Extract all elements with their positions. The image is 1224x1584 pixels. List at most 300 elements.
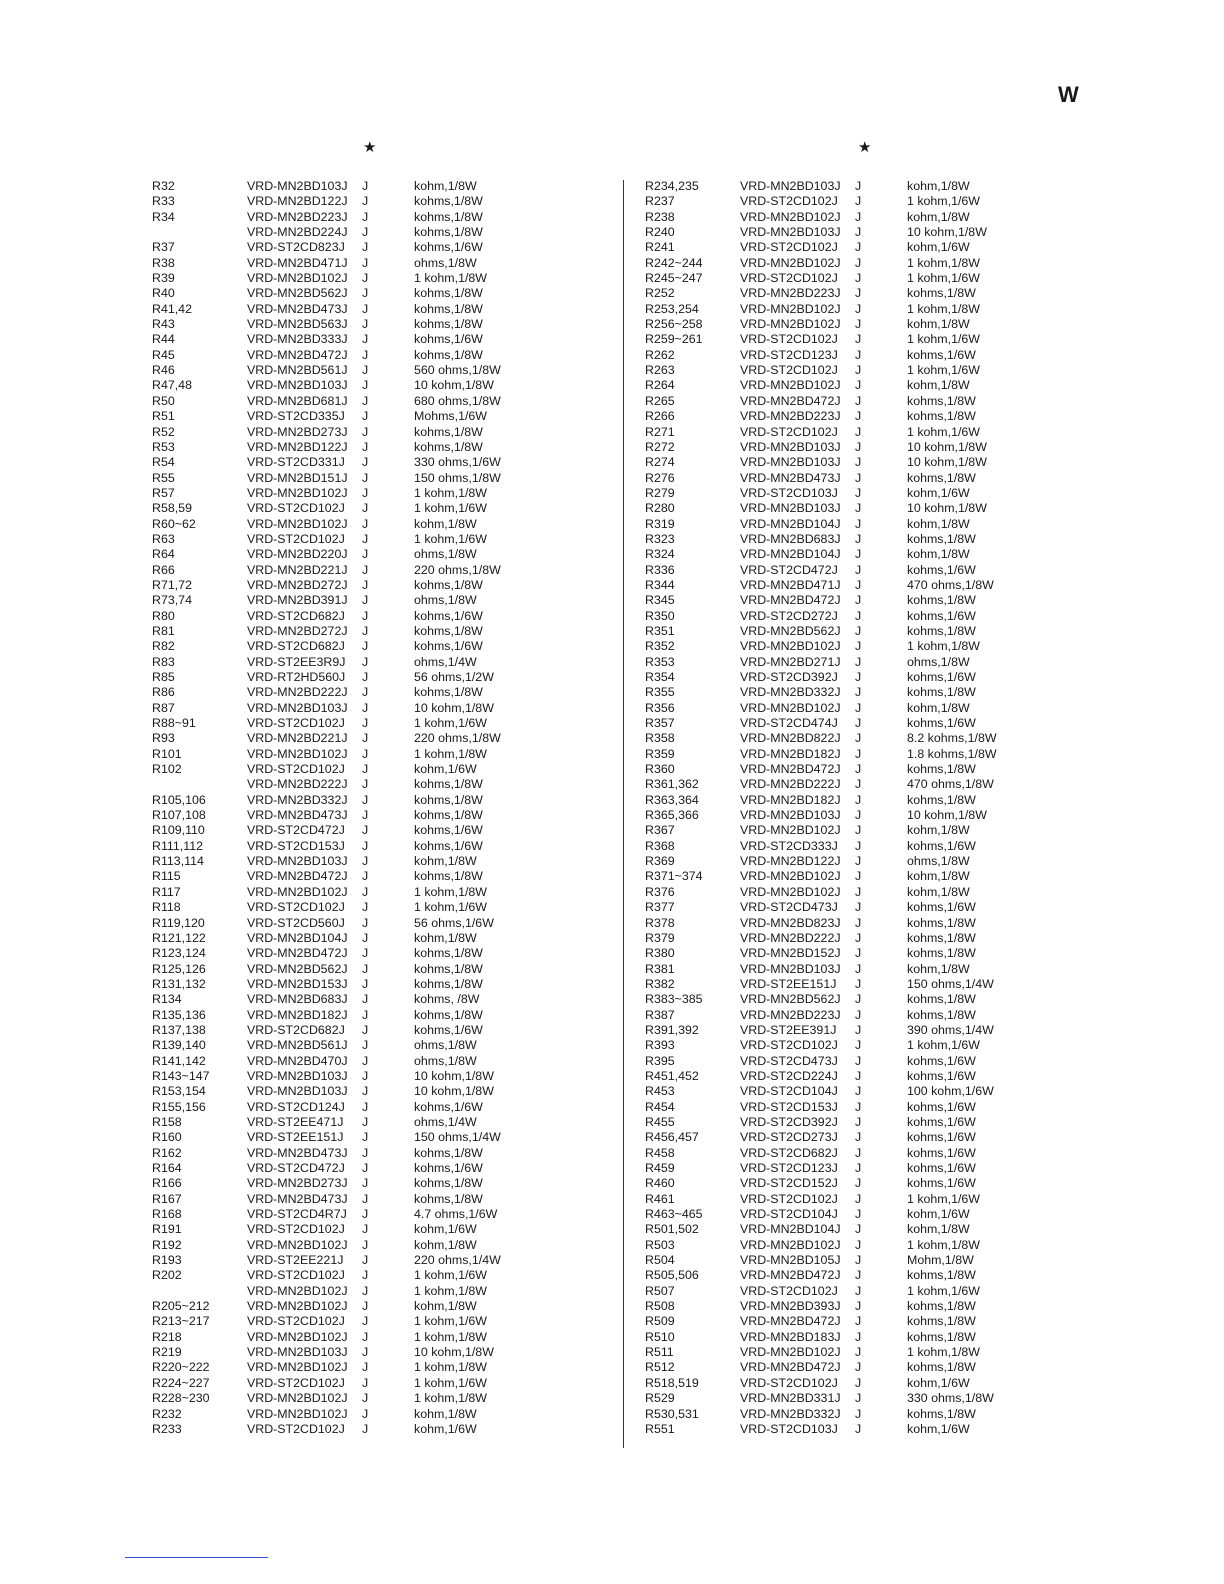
description: 56 ohms,1/2W <box>414 670 494 684</box>
tolerance: J <box>362 1038 369 1053</box>
part-number: VRD-MN2BD103J <box>247 1084 348 1099</box>
tolerance: J <box>855 1253 862 1268</box>
ref-designator: R219 <box>152 1345 182 1360</box>
part-number: VRD-ST2EE151J <box>740 976 837 991</box>
ref-designator: R351 <box>645 623 675 638</box>
table-row <box>645 409 1017 424</box>
ref-designator: R259~261 <box>645 332 703 347</box>
tolerance: J <box>855 1145 862 1160</box>
tolerance: J <box>362 1161 369 1175</box>
description: kohms,1/8W <box>414 424 483 439</box>
tolerance: J <box>362 531 369 546</box>
table-row <box>152 854 524 869</box>
ref-designator: R242~244 <box>645 255 703 270</box>
table-row <box>152 900 524 915</box>
tolerance: J <box>855 317 862 332</box>
tolerance: J <box>855 1053 862 1068</box>
ref-designator: R363,364 <box>645 792 699 807</box>
tolerance: J <box>362 1068 369 1083</box>
table-row <box>645 1360 1017 1375</box>
ref-designator: R58,59 <box>152 501 192 516</box>
table-row <box>152 271 524 286</box>
table-row <box>645 685 1017 700</box>
part-number: VRD-ST2CD102J <box>740 194 838 209</box>
description: kohm,1/8W <box>414 179 477 193</box>
ref-designator: R37 <box>152 240 175 255</box>
table-row <box>152 1038 524 1053</box>
ref-designator: R51 <box>152 409 175 424</box>
table-row <box>152 1360 524 1375</box>
ref-designator: R38 <box>152 255 175 270</box>
table-row <box>645 240 1017 255</box>
description: kohms,1/8W <box>907 1007 976 1022</box>
description: ohms,1/8W <box>414 593 477 608</box>
part-number: VRD-MN2BD222J <box>247 777 348 792</box>
description: 220 ohms,1/8W <box>414 562 501 577</box>
ref-designator: R55 <box>152 470 175 485</box>
page-corner-mark: W <box>1058 82 1079 107</box>
tolerance: J <box>855 654 862 669</box>
description: kohms,1/8W <box>414 1191 483 1206</box>
part-number: VRD-ST2CD102J <box>740 240 838 255</box>
tolerance: J <box>362 838 369 853</box>
description: 1 kohm,1/8W <box>414 271 487 286</box>
tolerance: J <box>362 393 369 408</box>
table-row <box>645 869 1017 884</box>
ref-designator: R357 <box>645 716 675 731</box>
part-number: VRD-MN2BD222J <box>740 930 841 945</box>
part-number: VRD-ST2EE471J <box>247 1114 344 1129</box>
ref-designator: R202 <box>152 1268 182 1283</box>
ref-designator: R378 <box>645 915 675 930</box>
tolerance: J <box>855 961 862 976</box>
ref-designator: R381 <box>645 961 675 976</box>
tolerance: J <box>855 225 862 240</box>
tolerance: J <box>855 1084 862 1099</box>
part-number: VRD-MN2BD103J <box>740 179 841 193</box>
table-row <box>152 977 524 992</box>
description: kohms,1/6W <box>907 1068 976 1083</box>
tolerance: J <box>362 1022 369 1037</box>
part-number: VRD-MN2BD562J <box>247 961 348 976</box>
table-row <box>152 1268 524 1283</box>
tolerance: J <box>362 317 369 332</box>
table-row <box>645 1069 1017 1084</box>
table-row <box>645 286 1017 301</box>
table-row <box>152 517 524 532</box>
table-row <box>645 471 1017 486</box>
description: ohms,1/4W <box>414 654 477 669</box>
description: kohms,1/6W <box>907 1130 976 1145</box>
part-number: VRD-MN2BD273J <box>247 424 348 439</box>
ref-designator: R105,106 <box>152 792 206 807</box>
part-number: VRD-MN2BD103J <box>740 439 841 454</box>
ref-designator: R164 <box>152 1161 182 1175</box>
ref-designator <box>152 225 247 240</box>
part-number: VRD-MN2BD683J <box>740 531 841 546</box>
table-row <box>152 1299 524 1314</box>
part-number: VRD-ST2CD102J <box>247 1222 345 1237</box>
description: 1 kohm,1/6W <box>414 1314 487 1329</box>
tolerance: J <box>362 1406 369 1421</box>
description: 8.2 kohms,1/8W <box>907 731 997 746</box>
tolerance: J <box>855 1007 862 1022</box>
ref-designator: R241 <box>645 240 675 255</box>
ref-designator: R88~91 <box>152 716 196 731</box>
tolerance: J <box>362 332 369 347</box>
tolerance: J <box>855 1283 862 1298</box>
tolerance: J <box>855 501 862 516</box>
table-row <box>645 1222 1017 1237</box>
tolerance: J <box>362 884 369 899</box>
table-row <box>645 624 1017 639</box>
ref-designator: R160 <box>152 1130 182 1145</box>
ref-designator: R319 <box>645 516 675 531</box>
ref-designator: R113,114 <box>152 854 204 869</box>
ref-designator: R463~465 <box>645 1207 703 1222</box>
description: 10 kohm,1/8W <box>907 501 987 516</box>
description: kohm,1/8W <box>907 317 970 332</box>
table-row <box>645 1176 1017 1191</box>
part-number: VRD-ST2CD124J <box>247 1099 345 1114</box>
tolerance: J <box>362 1299 369 1314</box>
description: ohms,1/8W <box>414 1038 477 1053</box>
part-number: VRD-MN2BD391J <box>247 593 348 608</box>
parts-table-left <box>152 179 524 1437</box>
tolerance: J <box>855 1114 862 1129</box>
ref-designator: R123,124 <box>152 946 206 961</box>
table-row <box>645 808 1017 823</box>
part-number: VRD-ST2CD333J <box>740 838 838 853</box>
tolerance: J <box>362 1360 369 1375</box>
description: ohms,1/8W <box>907 854 970 869</box>
description: 1 kohm,1/6W <box>907 332 980 347</box>
ref-designator: R376 <box>645 884 675 899</box>
ref-designator: R451,452 <box>645 1068 699 1083</box>
ref-designator: R155,156 <box>152 1099 206 1114</box>
description: kohms,1/8W <box>907 1314 976 1329</box>
table-row <box>152 885 524 900</box>
description: ohms,1/8W <box>414 255 477 270</box>
description: kohm,1/8W <box>907 547 970 562</box>
tolerance: J <box>855 593 862 608</box>
table-row <box>152 302 524 317</box>
part-number: VRD-MN2BD562J <box>247 286 348 301</box>
description: Mohms,1/6W <box>414 409 487 424</box>
table-row <box>645 670 1017 685</box>
description: kohms,1/8W <box>414 1007 483 1022</box>
description: kohms,1/8W <box>414 577 483 592</box>
part-number: VRD-ST2CD472J <box>247 1161 345 1175</box>
description: 1 kohm,1/6W <box>414 531 487 546</box>
tolerance: J <box>855 1161 862 1175</box>
ref-designator: R510 <box>645 1329 675 1344</box>
table-row <box>152 1376 524 1391</box>
ref-designator: R205~212 <box>152 1299 210 1314</box>
part-number: VRD-MN2BD102J <box>247 271 348 286</box>
description: 10 kohm,1/8W <box>907 455 987 470</box>
description: 150 ohms,1/8W <box>414 470 501 485</box>
description: kohms,1/8W <box>414 209 483 224</box>
ref-designator: R34 <box>152 209 175 224</box>
description: kohm,1/6W <box>907 1375 970 1390</box>
tolerance: J <box>855 547 862 562</box>
part-number: VRD-ST2CD472J <box>740 562 838 577</box>
part-number: VRD-MN2BD182J <box>740 746 841 761</box>
description: kohms,1/6W <box>907 562 976 577</box>
tolerance: J <box>362 1268 369 1283</box>
tolerance: J <box>362 485 369 500</box>
description: kohms, /8W <box>414 992 480 1007</box>
ref-designator: R263 <box>645 363 675 378</box>
part-number: VRD-MN2BD332J <box>740 685 841 700</box>
part-number: VRD-MN2BD223J <box>247 209 348 224</box>
description: kohms,1/8W <box>907 1329 976 1344</box>
table-row <box>152 1130 524 1145</box>
ref-designator: R459 <box>645 1161 675 1175</box>
ref-designator: R233 <box>152 1421 182 1436</box>
tolerance: J <box>362 501 369 516</box>
table-row <box>645 1207 1017 1222</box>
table-row <box>152 1100 524 1115</box>
ref-designator: R454 <box>645 1099 675 1114</box>
part-number: VRD-MN2BD271J <box>740 654 841 669</box>
part-number: VRD-ST2CD102J <box>740 363 838 378</box>
description: kohms,1/6W <box>907 1053 976 1068</box>
description: 330 ohms,1/6W <box>414 455 501 470</box>
table-row <box>645 578 1017 593</box>
ref-designator: R237 <box>645 194 675 209</box>
part-number: VRD-MN2BD472J <box>740 762 841 777</box>
table-row <box>152 1238 524 1253</box>
table-row <box>645 302 1017 317</box>
table-row <box>152 1023 524 1038</box>
part-number: VRD-ST2CD102J <box>247 716 345 731</box>
tolerance: J <box>362 946 369 961</box>
tolerance: J <box>855 1345 862 1360</box>
tolerance: J <box>362 685 369 700</box>
table-row <box>152 1391 524 1406</box>
tolerance: J <box>362 1176 369 1191</box>
table-row <box>152 1146 524 1161</box>
part-number: VRD-MN2BD104J <box>247 930 348 945</box>
table-row <box>152 1345 524 1360</box>
part-number: VRD-ST2CD473J <box>740 900 838 915</box>
tolerance: J <box>855 1391 862 1406</box>
table-row <box>645 931 1017 946</box>
tolerance: J <box>855 209 862 224</box>
tolerance: J <box>362 301 369 316</box>
part-number: VRD-MN2BD473J <box>740 470 841 485</box>
tolerance: J <box>855 992 862 1007</box>
description: kohms,1/6W <box>414 608 483 623</box>
table-row <box>645 1023 1017 1038</box>
description: 100 kohm,1/6W <box>907 1084 994 1099</box>
ref-designator: R323 <box>645 531 675 546</box>
ref-designator: R46 <box>152 363 175 378</box>
table-row <box>645 1314 1017 1329</box>
part-number: VRD-MN2BD472J <box>247 946 348 961</box>
table-row <box>152 839 524 854</box>
ref-designator: R371~374 <box>645 869 703 884</box>
part-number: VRD-MN2BD472J <box>247 869 348 884</box>
ref-designator: R60~62 <box>152 516 196 531</box>
description: 1 kohm,1/6W <box>907 363 980 378</box>
table-row <box>645 1038 1017 1053</box>
ref-designator: R503 <box>645 1237 675 1252</box>
ref-designator: R511 <box>645 1345 674 1360</box>
ref-designator: R40 <box>152 286 175 301</box>
table-row <box>645 977 1017 992</box>
table-row <box>152 931 524 946</box>
part-number: VRD-ST2CD102J <box>247 1421 345 1436</box>
tolerance: J <box>362 961 369 976</box>
ref-designator: R377 <box>645 900 675 915</box>
ref-designator: R228~230 <box>152 1391 210 1406</box>
part-number: VRD-ST2EE3R9J <box>247 654 346 669</box>
part-number: VRD-ST2CD102J <box>247 900 345 915</box>
ref-designator: R355 <box>645 685 675 700</box>
ref-designator: R111,112 <box>152 838 203 853</box>
part-number: VRD-ST2CD392J <box>740 1114 838 1129</box>
ref-designator <box>152 1284 247 1299</box>
table-row <box>645 1299 1017 1314</box>
table-row <box>152 762 524 777</box>
description: 1.8 kohms,1/8W <box>907 746 997 761</box>
part-number: VRD-ST2CD102J <box>740 1191 838 1206</box>
part-number: VRD-ST2CD102J <box>247 531 345 546</box>
description: kohm,1/6W <box>907 485 970 500</box>
tolerance: J <box>855 777 862 792</box>
ref-designator: R47,48 <box>152 378 192 393</box>
ref-designator: R272 <box>645 439 675 454</box>
ref-designator: R365,366 <box>645 808 699 823</box>
tolerance: J <box>362 1345 369 1360</box>
table-row <box>645 962 1017 977</box>
part-number: VRD-ST2CD682J <box>247 639 345 654</box>
ref-designator: R368 <box>645 838 675 853</box>
description: 56 ohms,1/6W <box>414 915 494 930</box>
tolerance: J <box>362 593 369 608</box>
tolerance: J <box>855 976 862 991</box>
description: kohms,1/8W <box>414 976 483 991</box>
part-number: VRD-ST2CD102J <box>740 1283 838 1298</box>
part-number: VRD-MN2BD562J <box>740 623 841 638</box>
part-number: VRD-MN2BD473J <box>247 808 348 823</box>
table-row <box>152 946 524 961</box>
table-row <box>152 655 524 670</box>
table-row <box>152 1054 524 1069</box>
description: kohms,1/6W <box>907 900 976 915</box>
ref-designator: R271 <box>645 424 675 439</box>
description: kohm,1/8W <box>907 884 970 899</box>
table-row <box>645 225 1017 240</box>
part-number: VRD-MN2BD122J <box>740 854 841 869</box>
table-row <box>645 1100 1017 1115</box>
tolerance: J <box>855 1222 862 1237</box>
tolerance: J <box>855 455 862 470</box>
description: 1 kohm,1/6W <box>414 501 487 516</box>
description: kohms,1/8W <box>907 930 976 945</box>
description: 1 kohm,1/8W <box>907 255 980 270</box>
ref-designator: R167 <box>152 1191 182 1206</box>
ref-designator: R43 <box>152 317 175 332</box>
tolerance: J <box>362 255 369 270</box>
part-number: VRD-MN2BD272J <box>247 577 348 592</box>
tolerance: J <box>855 1176 862 1191</box>
ref-designator: R101 <box>152 746 182 761</box>
description: kohms,1/6W <box>414 639 483 654</box>
tolerance: J <box>362 271 369 286</box>
tolerance: J <box>362 731 369 746</box>
part-number: VRD-MN2BD472J <box>247 347 348 362</box>
tolerance: J <box>855 884 862 899</box>
tolerance: J <box>855 531 862 546</box>
tolerance: J <box>855 347 862 362</box>
part-number: VRD-ST2CD152J <box>740 1176 838 1191</box>
table-row <box>152 317 524 332</box>
tolerance: J <box>855 194 862 209</box>
table-row <box>645 1115 1017 1130</box>
description: 4.7 ohms,1/6W <box>414 1207 498 1222</box>
description: 330 ohms,1/8W <box>907 1391 994 1406</box>
tolerance: J <box>362 915 369 930</box>
part-number: VRD-MN2BD102J <box>247 485 348 500</box>
ref-designator: R350 <box>645 608 675 623</box>
table-row <box>645 639 1017 654</box>
table-row <box>152 747 524 762</box>
description: kohm,1/6W <box>907 1207 970 1222</box>
table-row <box>645 731 1017 746</box>
part-number: VRD-ST2CD102J <box>247 1375 345 1390</box>
table-row <box>645 777 1017 792</box>
table-row <box>645 885 1017 900</box>
part-number: VRD-MN2BD822J <box>740 731 841 746</box>
description: Mohm,1/8W <box>907 1253 974 1268</box>
tolerance: J <box>855 332 862 347</box>
ref-designator: R461 <box>645 1191 675 1206</box>
ref-designator: R359 <box>645 746 675 761</box>
description: kohm,1/8W <box>414 1299 477 1314</box>
ref-designator: R83 <box>152 654 175 669</box>
tolerance: J <box>362 577 369 592</box>
part-number: VRD-ST2CD102J <box>247 762 345 777</box>
part-number: VRD-MN2BD102J <box>740 700 841 715</box>
part-number: VRD-RT2HD560J <box>247 670 346 684</box>
description: kohms,1/8W <box>907 1268 976 1283</box>
ref-designator: R358 <box>645 731 675 746</box>
tolerance: J <box>362 1222 369 1237</box>
description: 10 kohm,1/8W <box>414 378 494 393</box>
tolerance: J <box>362 1114 369 1129</box>
ref-designator: R39 <box>152 271 175 286</box>
part-number: VRD-ST2CD153J <box>740 1099 838 1114</box>
tolerance: J <box>855 670 862 684</box>
part-number: VRD-MN2BD103J <box>740 225 841 240</box>
tolerance: J <box>855 1406 862 1421</box>
description: 1 kohm,1/6W <box>907 1283 980 1298</box>
table-row <box>645 332 1017 347</box>
tolerance: J <box>855 439 862 454</box>
table-row <box>152 1192 524 1207</box>
table-row <box>152 593 524 608</box>
ref-designator: R266 <box>645 409 675 424</box>
ref-designator: R240 <box>645 225 675 240</box>
part-number: VRD-MN2BD103J <box>247 700 348 715</box>
ref-designator: R379 <box>645 930 675 945</box>
column-divider <box>623 180 624 1448</box>
part-number: VRD-ST2CD682J <box>740 1145 838 1160</box>
